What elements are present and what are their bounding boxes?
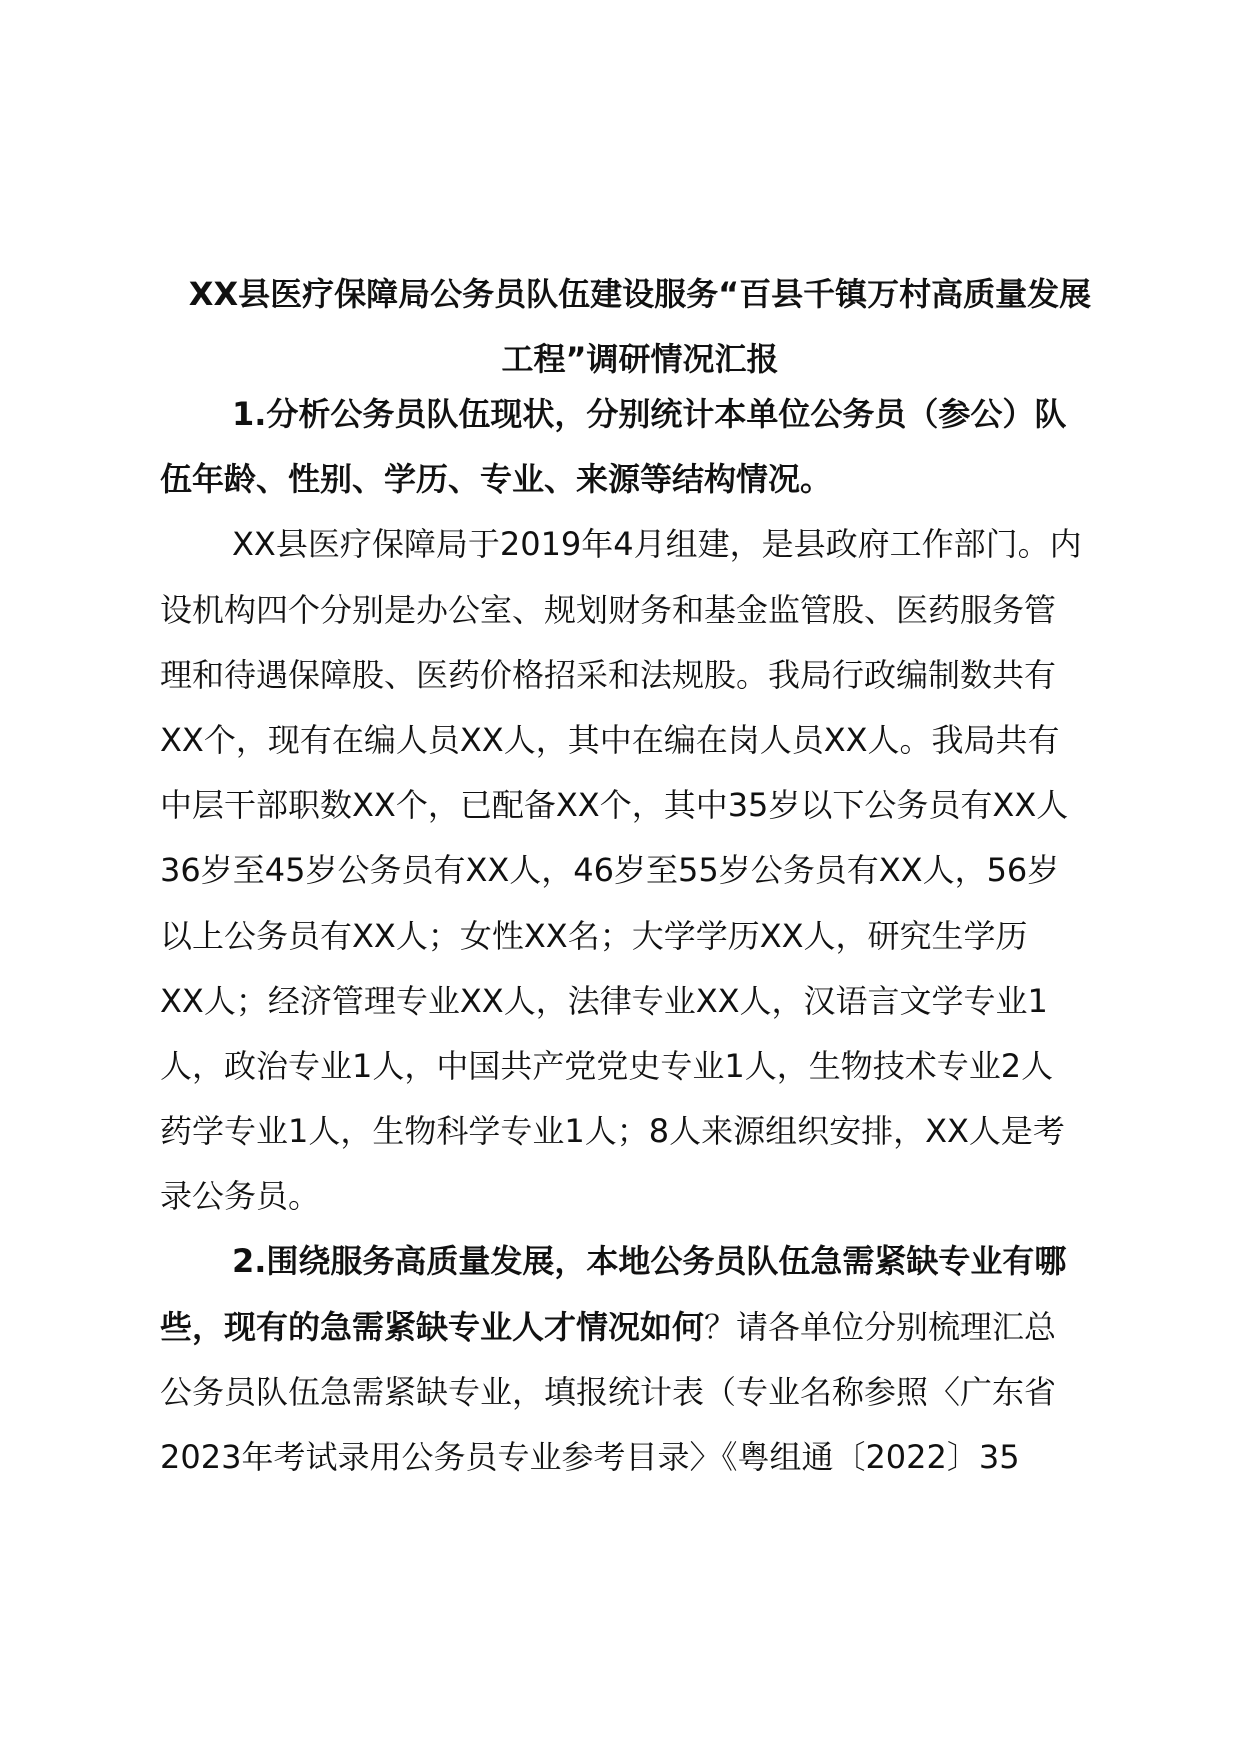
section1-paragraph-line: 中层干部职数XX个，已配备XX个，其中35岁以下公务员有XX人 xyxy=(160,786,1069,825)
section2-heading-line xyxy=(160,1295,1120,1360)
document-title xyxy=(160,262,1120,392)
section2-paragraph-line: 公务员队伍急需紧缺专业，填报统计表（专业名称参照〈广东省 xyxy=(160,1372,1057,1411)
section1-paragraph-line: XX县医疗保障局于2019年4月组建，是县政府工作部门。内 xyxy=(232,525,1082,564)
section2-heading-rest: ？请各单位分别梳理汇总 xyxy=(704,1307,1057,1346)
section1-paragraph-line: 录公务员。 xyxy=(160,1177,321,1216)
section1-paragraph-line: 以上公务员有XX人；女性XX名；大学学历XX人，研究生学历 xyxy=(160,916,1028,955)
section1-heading-line: 1.分析公务员队伍现状，分别统计本单位公务员（参公）队 xyxy=(232,395,1067,433)
section1-paragraph-line: 人，政治专业1人，中国共产党党史专业1人，生物技术专业2人 xyxy=(160,1046,1054,1085)
title-line: 工程”调研情况汇报 xyxy=(501,340,779,378)
section2-paragraph-line: 2023年考试录用公务员专业参考目录〉《粤组通〔2022〕35 xyxy=(160,1438,1020,1476)
section1-heading-line: 伍年龄、性别、学历、专业、来源等结构情况。 xyxy=(160,460,833,499)
section2-heading-line: 2.围绕服务高质量发展，本地公务员队伍急需紧缺专业有哪 xyxy=(232,1242,1067,1281)
title-line: XX县医疗保障局公务员队伍建设服务“百县千镇万村高质量发展 xyxy=(188,275,1092,313)
section1-paragraph-line: 设机构四个分别是办公室、规划财务和基金监管股、医药服务管 xyxy=(160,590,1057,629)
section2-heading-bold: 些，现有的急需紧缺专业人才情况如何 xyxy=(160,1307,705,1346)
section1-paragraph-line: 36岁至45岁公务员有XX人，46岁至55岁公务员有XX人，56岁 xyxy=(160,851,1060,890)
section1-paragraph-line: XX人；经济管理专业XX人，法律专业XX人，汉语言文学专业1 xyxy=(160,981,1048,1020)
section1-paragraph-line: 药学专业1人，生物科学专业1人；8人来源组织安排，XX人是考 xyxy=(160,1112,1065,1151)
section1-paragraph-line: 理和待遇保障股、医药价格招采和法规股。我局行政编制数共有 xyxy=(160,655,1057,694)
document-body xyxy=(160,382,1120,1490)
section1-paragraph-line: XX个，现有在编人员XX人，其中在编在岗人员XX人。我局共有 xyxy=(160,720,1060,759)
